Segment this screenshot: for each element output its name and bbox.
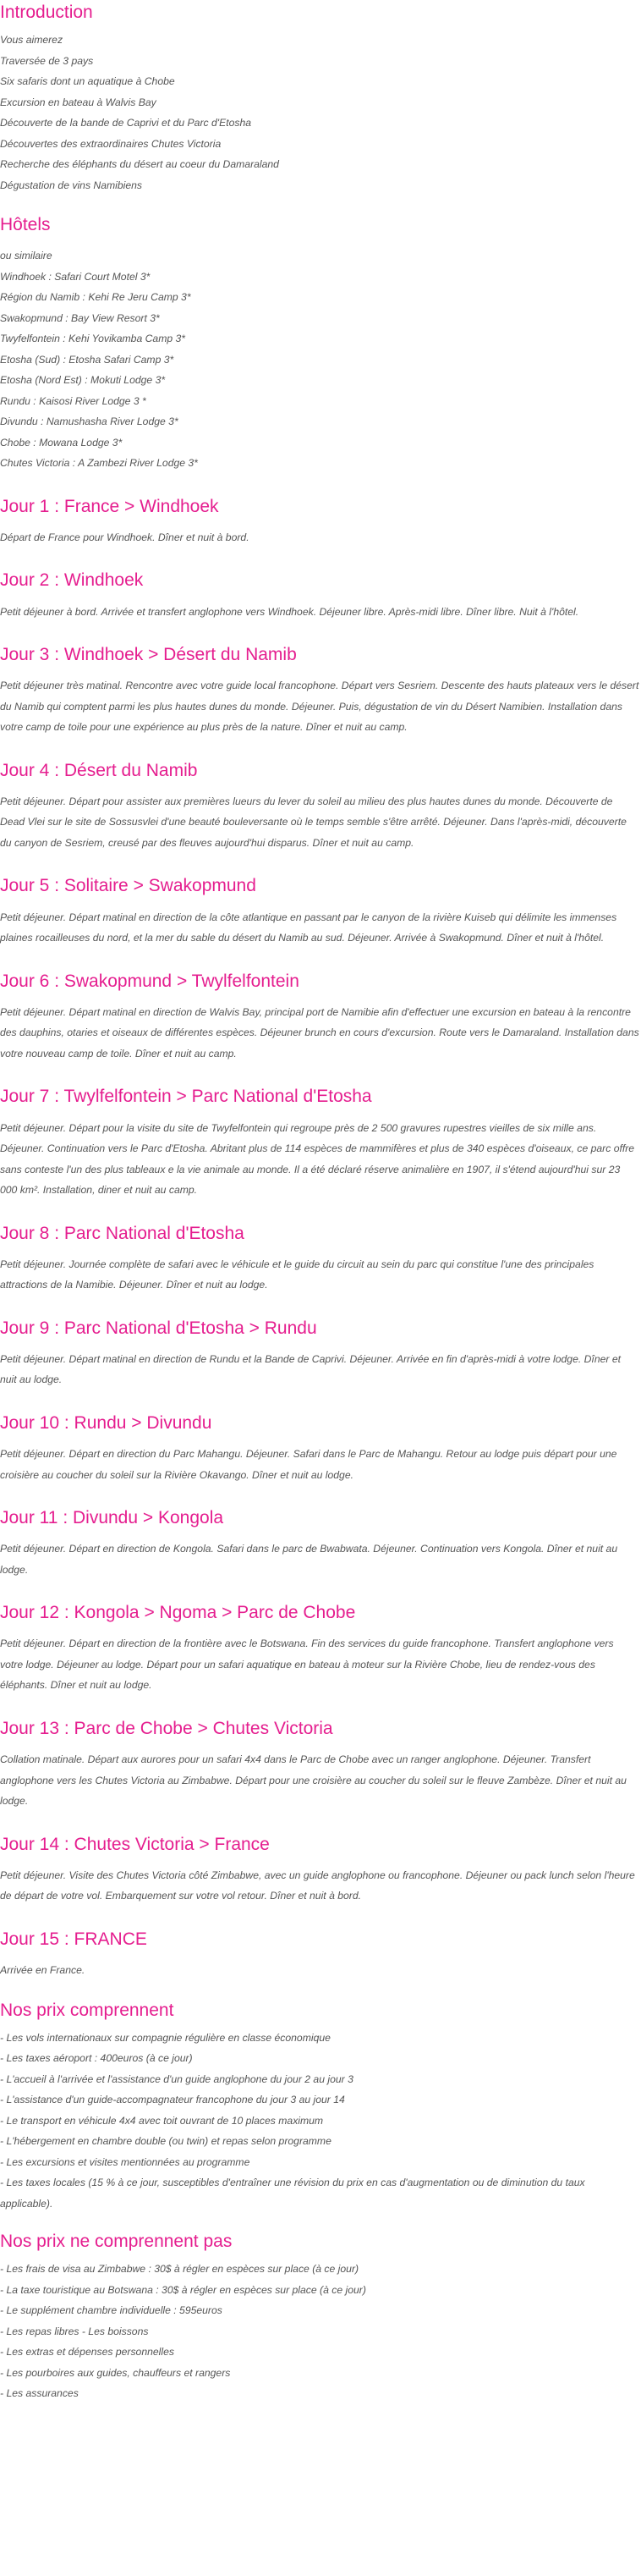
day-heading: Jour 11 : Divundu > Kongola bbox=[0, 1508, 224, 1528]
price-includes-item: - Le transport en véhicule 4x4 avec toit ouvrant de 10 places maximum bbox=[0, 2114, 324, 2127]
day-description: Petit déjeuner à bord. Arrivée et transfert anglophone vers Windhoek. Déjeuner libre. Après-midi libre. Dîner libre. Nuit à l'hôtel. bbox=[0, 605, 579, 618]
day-section bbox=[0, 570, 639, 622]
price-includes-item: - L'hébergement en chambre double (ou twin) et repas selon programme bbox=[0, 2135, 331, 2148]
price-includes-item: - Les taxes aéroport : 400euros (à ce jour) bbox=[0, 2052, 193, 2065]
day-by-day-program bbox=[0, 496, 639, 1981]
hotel-item: ou similaire bbox=[0, 250, 52, 262]
hotel-item: Etosha (Sud) : Etosha Safari Camp 3* bbox=[0, 353, 174, 366]
hotels-section bbox=[0, 214, 639, 474]
introduction-item: Excursion en bateau à Walvis Bay bbox=[0, 96, 156, 108]
price-excludes-heading: Nos prix ne comprennent pas bbox=[0, 2232, 233, 2252]
hotels-heading: Hôtels bbox=[0, 215, 51, 234]
day-heading: Jour 5 : Solitaire > Swakopmund bbox=[0, 876, 256, 896]
introduction-item: Six safaris dont un aquatique à Chobe bbox=[0, 75, 175, 87]
day-heading: Jour 12 : Kongola > Ngoma > Parc de Chobe bbox=[0, 1603, 356, 1623]
price-includes-item: - Les taxes locales (15 % à ce jour, susceptibles d'entraîner une révision du prix en cas d'augmentation ou de diminution du taux applicable). bbox=[0, 2177, 585, 2210]
price-includes-list bbox=[0, 2028, 639, 2215]
introduction-item: Recherche des éléphants du désert au coeur du Damaraland bbox=[0, 158, 279, 170]
price-excludes-list bbox=[0, 2259, 639, 2404]
day-heading: Jour 15 : FRANCE bbox=[0, 1929, 147, 1949]
hotels-list bbox=[0, 245, 639, 474]
day-description: Petit déjeuner. Départ pour assister aux premières lueurs du lever du soleil au milieu des plus hautes dunes du monde. Découverte de Dead Vlei sur le site de Sossusvlei d'une beauté bouleversante où le temps semble s'être arrêté. Déjeuner. Dans l'après-midi, découverte du canyon de Sesriem, creusé par des fleuves aujourd'hui disparus. Dîner et nuit au camp. bbox=[0, 795, 627, 849]
price-excludes-item: - Les repas libres - Les boissons bbox=[0, 2325, 149, 2337]
introduction-item: Dégustation de vins Namibiens bbox=[0, 179, 143, 191]
hotel-item: Windhoek : Safari Court Motel 3* bbox=[0, 270, 151, 283]
day-heading: Jour 6 : Swakopmund > Twylfelfontein bbox=[0, 971, 299, 991]
day-description: Petit déjeuner. Départ en direction de Kongola. Safari dans le parc de Bwabwata. Déjeuner. Continuation vers Kongola. Dîner et nuit au lodge. bbox=[0, 1543, 618, 1576]
hotel-item: Swakopmund : Bay View Resort 3* bbox=[0, 311, 160, 324]
day-section bbox=[0, 1718, 639, 1812]
hotel-item: Rundu : Kaisosi River Lodge 3 * bbox=[0, 394, 146, 407]
day-section bbox=[0, 1834, 639, 1907]
day-description: Petit déjeuner. Départ pour la visite du site de Twyfelfontein qui regroupe près de 2 500 gravures rupestres vieilles de six mille ans. Déjeuner. Continuation vers le Parc d'Etosha. Abritant plus de 114 espèces de mammifères et plus de 340 espèces d'oiseaux, ce parc offre sans conteste l'un des plus tableaux e la vie animale au monde. Il a été déclaré réserve animalière en 1907, il s'étend aujourd'hui sur 23 000 km². Installation, diner et nuit au camp. bbox=[0, 1121, 635, 1196]
day-heading: Jour 8 : Parc National d'Etosha bbox=[0, 1223, 244, 1243]
price-excludes-item: - Le supplément chambre individuelle : 595euros bbox=[0, 2304, 222, 2317]
day-description: Collation matinale. Départ aux aurores pour un safari 4x4 dans le Parc de Chobe avec un ranger anglophone. Déjeuner. Transfert anglophone vers les Chutes Victoria au Zimbabwe. Départ pour une croisière au coucher du soleil sur le fleuve Zambèze. Dîner et nuit au lodge. bbox=[0, 1753, 627, 1808]
day-section bbox=[0, 1929, 639, 1981]
price-includes-item: - L'accueil à l'arrivée et l'assistance d'un guide anglophone du jour 2 au jour 3 bbox=[0, 2072, 353, 2085]
day-section bbox=[0, 760, 639, 854]
day-description: Petit déjeuner. Journée complète de safari avec le véhicule et le guide du circuit au sein du parc qui constitue l'une des principales attractions de la Namibie. Déjeuner. Dîner et nuit au lodge. bbox=[0, 1258, 594, 1291]
day-description: Départ de France pour Windhoek. Dîner et nuit à bord. bbox=[0, 531, 249, 543]
day-section bbox=[0, 1086, 639, 1200]
day-description: Petit déjeuner. Départ en direction de la frontière avec le Botswana. Fin des services du guide francophone. Transfert anglophone vers votre lodge. Déjeuner au lodge. Départ pour un safari aquatique en bateau à moteur sur la Rivière Chobe, lieu de rendez-vous des éléphants. Dîner et nuit au lodge. bbox=[0, 1638, 614, 1692]
day-section bbox=[0, 875, 639, 948]
price-includes-item: - Les vols internationaux sur compagnie régulière en classe économique bbox=[0, 2031, 331, 2044]
introduction-heading: Introduction bbox=[0, 3, 93, 22]
day-heading: Jour 14 : Chutes Victoria > France bbox=[0, 1834, 270, 1854]
day-heading: Jour 13 : Parc de Chobe > Chutes Victoria bbox=[0, 1718, 333, 1738]
introduction-section bbox=[0, 0, 639, 195]
price-excludes-item: - Les assurances bbox=[0, 2387, 79, 2400]
price-excludes-item: - Les frais de visa au Zimbabwe : 30$ à régler en espèces sur place (à ce jour) bbox=[0, 2263, 359, 2276]
introduction-item: Découvertes des extraordinaires Chutes Victoria bbox=[0, 137, 222, 150]
day-section bbox=[0, 496, 639, 548]
day-description: Petit déjeuner très matinal. Rencontre avec votre guide local francophone. Départ vers Sesriem. Descente des hauts plateaux vers le désert du Namib qui comptent parmi les plus hautes dunes du monde. Déjeuner. Puis, dégustation de vin du Désert Namibien. Installation dans votre camp de toile pour une expérience au plus près de la nature. Dîner et nuit au camp. bbox=[0, 680, 639, 734]
introduction-item: Vous aimerez bbox=[0, 34, 63, 46]
day-heading: Jour 2 : Windhoek bbox=[0, 570, 144, 591]
price-includes-item: - L'assistance d'un guide-accompagnateur francophone du jour 3 au jour 14 bbox=[0, 2094, 345, 2106]
day-description: Petit déjeuner. Départ matinal en direction de la côte atlantique en passant par le canyon de la rivière Kuiseb qui délimite les immenses plaines rocailleuses du nord, et la mer du sable du désert du Namib au sud. Déjeuner. Arrivée à Swakopmund. Dîner et nuit à l'hôtel. bbox=[0, 911, 617, 944]
day-description: Arrivée en France. bbox=[0, 1964, 85, 1976]
day-description: Petit déjeuner. Visite des Chutes Victoria côté Zimbabwe, avec un guide anglophone ou francophone. Déjeuner ou pack lunch selon l'heure de départ de votre vol. Embarquement sur votre vol retour. Dîner et nuit à bord. bbox=[0, 1869, 635, 1902]
price-excludes-item: - Les extras et dépenses personnelles bbox=[0, 2346, 174, 2359]
day-heading: Jour 4 : Désert du Namib bbox=[0, 760, 198, 780]
day-section bbox=[0, 1318, 639, 1390]
hotel-item: Twyfelfontein : Kehi Yovikamba Camp 3* bbox=[0, 333, 186, 345]
hotel-item: Etosha (Nord Est) : Mokuti Lodge 3* bbox=[0, 374, 166, 387]
price-excludes-item: - La taxe touristique au Botswana : 30$ à régler en espèces sur place (à ce jour) bbox=[0, 2283, 366, 2296]
day-description: Petit déjeuner. Départ matinal en direction de Walvis Bay, principal port de Namibie afin d'effectuer une excursion en bateau à la rencontre des dauphins, otaries et oiseaux de différentes espèces. Déjeuner brunch en cours d'excursion. Route vers le Damaraland. Installation dans votre nouveau camp de toile. Dîner et nuit au camp. bbox=[0, 1005, 639, 1060]
price-excludes-item: - Les pourboires aux guides, chauffeurs et rangers bbox=[0, 2366, 231, 2379]
day-heading: Jour 10 : Rundu > Divundu bbox=[0, 1412, 212, 1433]
hotel-item: Divundu : Namushasha River Lodge 3* bbox=[0, 416, 178, 428]
introduction-item: Découverte de la bande de Caprivi et du Parc d'Etosha bbox=[0, 117, 252, 129]
price-excludes-section bbox=[0, 2231, 639, 2404]
day-description: Petit déjeuner. Départ en direction du Parc Mahangu. Déjeuner. Safari dans le Parc de Mahangu. Retour au lodge puis départ pour une croisière au coucher du soleil sur la Rivière Okavango. Dîner et nuit au lodge. bbox=[0, 1448, 617, 1481]
day-section bbox=[0, 1223, 639, 1296]
introduction-list bbox=[0, 30, 639, 195]
price-includes-item: - Les excursions et visites mentionnées au programme bbox=[0, 2155, 250, 2168]
day-heading: Jour 1 : France > Windhoek bbox=[0, 496, 219, 516]
price-includes-section bbox=[0, 2000, 639, 2215]
price-includes-heading: Nos prix comprennent bbox=[0, 2000, 174, 2020]
introduction-item: Traversée de 3 pays bbox=[0, 54, 94, 67]
hotel-item: Chutes Victoria : A Zambezi River Lodge 3* bbox=[0, 457, 198, 470]
day-heading: Jour 7 : Twylfelfontein > Parc National d'Etosha bbox=[0, 1087, 372, 1107]
day-section bbox=[0, 1412, 639, 1485]
day-description: Petit déjeuner. Départ matinal en direction de Rundu et la Bande de Caprivi. Déjeuner. Arrivée en fin d'après-midi à votre lodge. Dîner et nuit au lodge. bbox=[0, 1352, 621, 1386]
hotel-item: Région du Namib : Kehi Re Jeru Camp 3* bbox=[0, 291, 191, 304]
day-section bbox=[0, 1507, 639, 1580]
day-section bbox=[0, 1602, 639, 1696]
day-heading: Jour 9 : Parc National d'Etosha > Rundu bbox=[0, 1318, 317, 1338]
hotel-item: Chobe : Mowana Lodge 3* bbox=[0, 436, 123, 449]
day-section bbox=[0, 971, 639, 1065]
day-section bbox=[0, 644, 639, 738]
day-heading: Jour 3 : Windhoek > Désert du Namib bbox=[0, 645, 297, 665]
